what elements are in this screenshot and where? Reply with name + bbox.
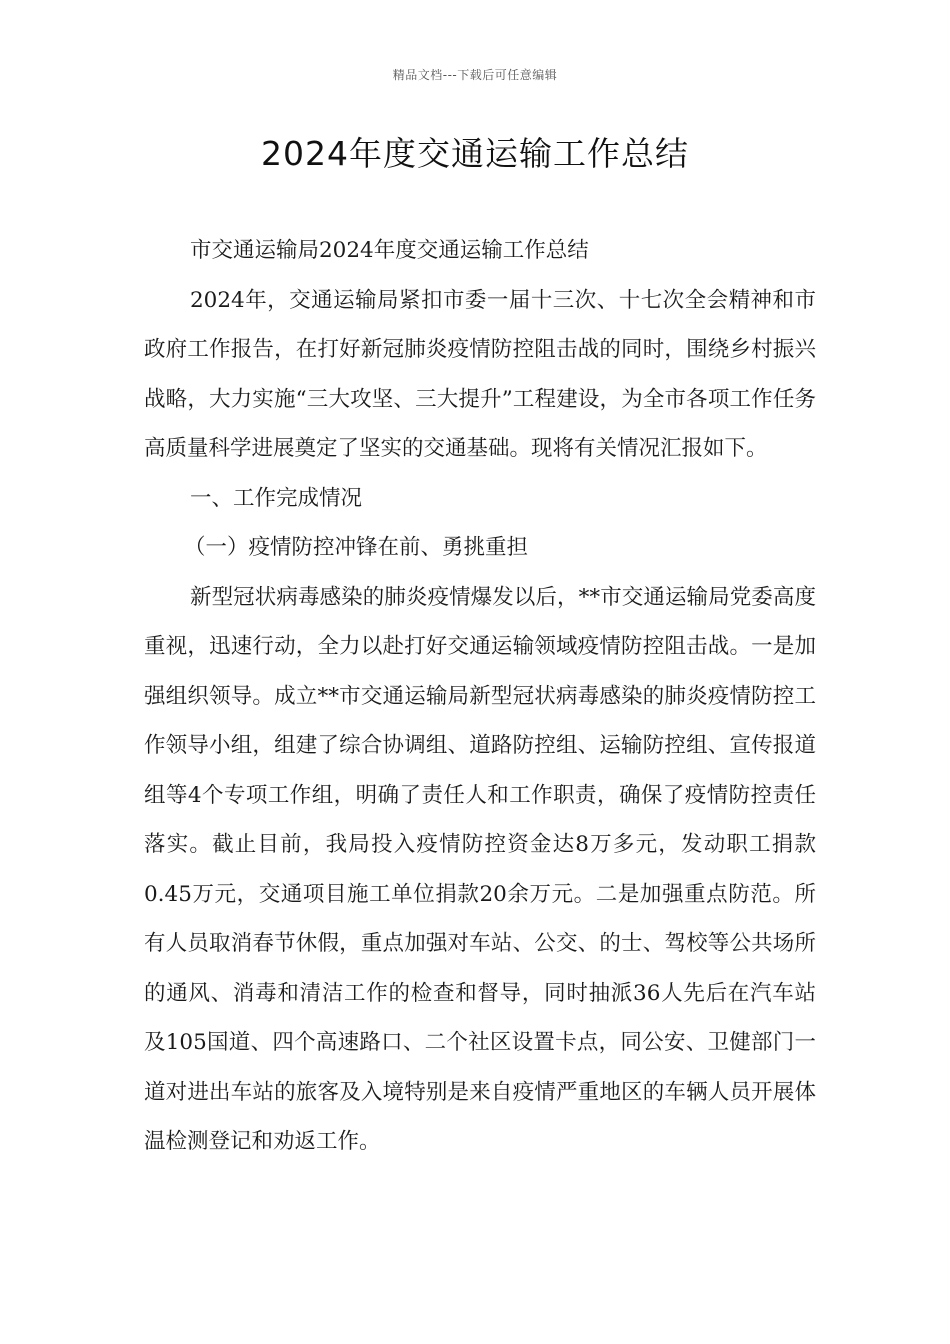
header-note: 精品文档---下载后可任意编辑 <box>392 68 558 82</box>
subsection-heading: （一）疫情防控冲锋在前、勇挑重担 <box>184 535 529 560</box>
subtitle-paragraph: 市交通运输局2024年度交通运输工作总结 <box>190 238 589 263</box>
body-paragraph: 新型冠状病毒感染的肺炎疫情爆发以后，**市交通运输局党委高度重视，迅速行动，全力以赴打好交通运输领域疫情防控阻击战。一是加强组织领导。成立**市交通运输局新型冠状病毒感染的肺炎疫情防控工作领导小组，组建了综合协调组、道路防控组、运输防控组、宣传报道组等4个专项工作组，明确了责任人和工作职责，确保了疫情防控责任落实。截止目前，我局投入疫情防控资金达8万多元，发动职工捐款0.45万元，交通项目施工单位捐款20余万元。二是加强重点防范。所有人员取消春节休假，重点加强对车站、公交、的士、驾校等公共场所的通风、消毒和清洁工作的检查和督导，同时抽派36人先后在汽车站及105国道、四个高速路口、二个社区设置卡点，同公安、卫健部门一道对进出车站的旅客及入境特别是来自疫情严重地区的车辆人员开展体温检测登记和劝返工作。 <box>144 584 816 1154</box>
document-body <box>144 226 816 1167</box>
section-heading: 一、工作完成情况 <box>190 485 363 511</box>
document-title: 2024年度交通运输工作总结 <box>261 134 689 173</box>
intro-paragraph: 2024年，交通运输局紧扣市委一届十三次、十七次全会精神和市政府工作报告，在打好新冠肺炎疫情防控阻击战的同时，围绕乡村振兴战略，大力实施“三大攻坚、三大提升”工程建设，为全市各项工作任务高质量科学进展奠定了坚实的交通基础。现将有关情况汇报如下。 <box>144 287 816 461</box>
